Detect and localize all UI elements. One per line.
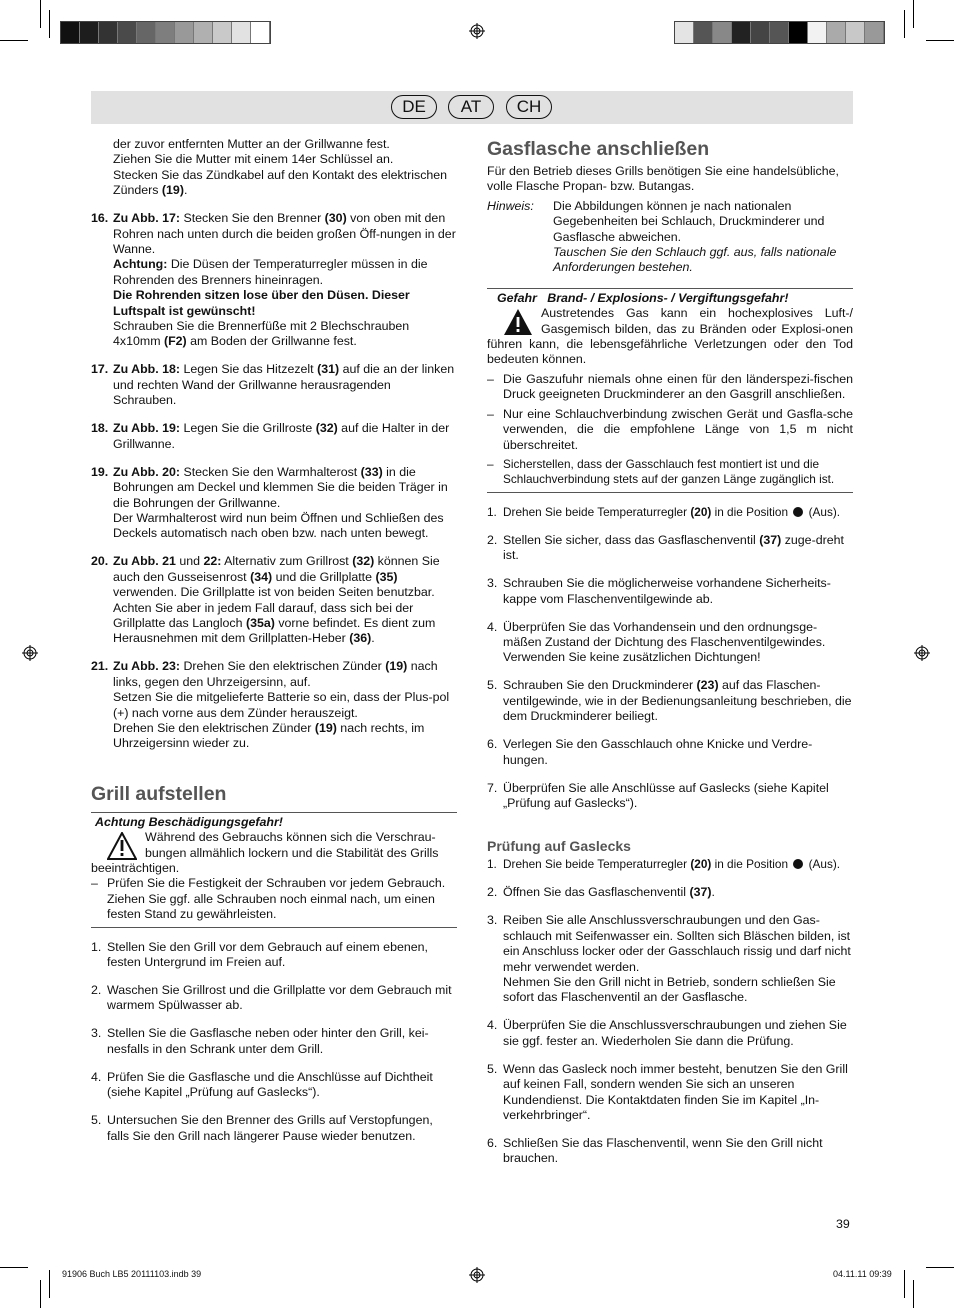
footer-file: 91906 Buch LB5 20111103.indb 39 bbox=[62, 1269, 202, 1279]
crop-mark bbox=[0, 40, 28, 41]
list-item: 1. Stellen Sie den Grill vor dem Gebrauch auf einem ebenen, festen Untergrund im Freien auf. bbox=[91, 939, 428, 970]
list-item: 5. Untersuchen Sie den Brenner des Grills auf Verstopfungen, falls Sie den Grill nach längerer Pause wieder benutzen. bbox=[91, 1113, 433, 1143]
leak-test-steps bbox=[487, 857, 853, 1166]
warning-box-damage: Achtung Beschädigungsgefahr! Während des Gebrauchs können sich die Verschrau-bungen allmählich lockern und die Stabilität des Grills beeinträchtigen. – Prüfen Sie die Festigkeit der Schrauben vor jedem Gebrauch. Ziehen Sie ggf. alle Schrauben noch einmal nach, um einen festen Stand zu gewährleisten. bbox=[91, 812, 457, 928]
list-item: 4. Überprüfen Sie die Anschlussverschraubungen und ziehen Sie sie ggf. fester an. Wiederholen Sie dann die Prüfung. bbox=[487, 1018, 847, 1048]
list-item: 3. Stellen Sie die Gasflasche neben oder hinter den Grill, kei-nesfalls in den Schrank unter dem Grill. bbox=[91, 1026, 429, 1056]
list-item: 2. Waschen Sie Grillrost und die Grillplatte vor dem Gebrauch mit warmem Spülwasser ab. bbox=[91, 983, 452, 1013]
off-position-dot-icon bbox=[793, 507, 803, 517]
list-item: 3. Schrauben Sie die möglicherweise vorhandene Sicherheits-kappe vom Flaschenventilgewinde ab. bbox=[487, 576, 831, 606]
footer-date: 04.11.11 09:39 bbox=[833, 1269, 892, 1279]
left-column bbox=[91, 137, 457, 1157]
step-18: 18. Zu Abb. 19: Legen Sie die Grillroste (32) auf die Halter in der Grillwanne. bbox=[91, 421, 450, 451]
list-item: 5. Wenn das Gasleck noch immer besteht, benutzen Sie den Grill auf keinen Fall, sondern wenden Sie sich an unseren Kundendienst. Die Kontaktdaten finden Sie im Kapitel „In-verkehrbringer“. bbox=[487, 1061, 848, 1123]
page-number: 39 bbox=[836, 1217, 850, 1231]
step-15-continuation: der zuvor entfernten Mutter an der Grillwanne fest. Ziehen Sie die Mutter mit einem 14er Schlüssel an. Stecken Sie das Zündkabel auf den Kontakt des elektrischen Zünders (19). bbox=[113, 137, 448, 198]
list-item: 4. Prüfen Sie die Gasflasche und die Anschlüsse auf Dichtheit (siehe Kapitel „Prüfung auf Gaslecks“). bbox=[91, 1069, 433, 1100]
setup-steps bbox=[91, 940, 457, 1144]
section-heading-grill-aufstellen: Grill aufstellen bbox=[91, 782, 227, 805]
crop-mark bbox=[49, 10, 50, 38]
lang-badge-ch: CH bbox=[506, 95, 552, 119]
list-item: 2. Öffnen Sie das Gasflaschenventil (37). bbox=[487, 885, 715, 900]
list-item: 3. Reiben Sie alle Anschlussverschraubungen und den Gas-schlauch mit Seifenwasser ein. Sollten sich Bläschen bilden, ist ein Anschluss locker oder der Gasschlauch rissig und darf nicht mehr verwendet werden. Nehmen Sie den Grill nicht in Betrieb, sondern schließen Sie sofort das Flaschenventil an der Gasflasche. bbox=[487, 913, 851, 1005]
crop-mark bbox=[40, 0, 41, 28]
crop-mark bbox=[913, 1280, 914, 1308]
crop-mark bbox=[49, 1270, 50, 1298]
crop-mark bbox=[904, 1270, 905, 1298]
registration-mark-icon bbox=[469, 23, 485, 39]
step-20: 20. Zu Abb. 21 und 22: Alternativ zum Grillrost (32) können Sie auch den Gusseisenrost (34) und die Grillplatte (35) verwenden. Die Grillplatte ist von beiden Seiten benutzbar. Achten Sie aber in jedem Fall darauf, dass sich bei der Grillplatte das Langloch (35a) vorne befindet. Es dient zum Herausnehmen mit dem Grillplatten-Heber (36). bbox=[91, 554, 440, 646]
right-column: Gasflasche anschließen Für den Betrieb dieses Grills benötigen Sie eine handelsübliche, volle Flasche Propan- bzw. Butangas. Hinweis: Die Abbildungen können je nach nationalen Gegebenheiten bei Schlauch, Druckminderer und Gasflasche abweichen. Tauschen Sie den Schlauch ggf. aus, falls nationale Anforderungen bestehen. Gefahr Brand- / Explosions- / Vergiftungsgefahr! Austretendes Gas kann ein hochexplosives Luft-/ Gasgemisch bilden, das zu Bränden oder Explosi-onen führen kann, die lebensgefährliche Verletzungen oder den Tod bedeuten können. – Die Gaszufuhr niemals ohne einen für den länderspezi-fischen Druck geeigneten Druckminderer an den Gasgrill anschließen. – Nur eine Schlauchverbindung zwischen Gerät und Gasfla-sche verwenden, die die empfohlene Länge von 1,5 m nicht überschreitet. – Sicherstellen, dass der Gasschlauch fest montiert ist und die Schlauchverbindung stets auf der ganzen Länge zugänglich ist. 1. Drehen Sie beide Temperaturregler (20) in die Position (Aus). 2. Stellen Sie sicher, dass das Gasflaschenventil (37) zuge-dreht ist. 3. Schrauben Sie die möglicherweise vorhandene Sicherheits-kappe vom Flaschenventilgewinde ab. 4. Überprüfen Sie das Vorhandensein und den ordnungsge-mäßen Zustand der Dichtung des Flaschenventilgewindes. Verwenden Sie keine zusätzlichen Dichtungen! 5. Schrauben Sie den Druckminderer (23) auf das Flaschen-ventilgewinde, wie in der Bedienungsanleitung beschrieben, die dem Druckminderer beiliegt. 6. Verlegen Sie den Gasschlauch ohne Knicke und Verdre-hungen. 7. Überprüfen Sie alle Anschlüsse auf Gaslecks (siehe Kapitel „Prüfung auf Gaslecks“). Prüfung auf Gaslecks 1. Drehen Sie beide Temperaturregler (20) in die Position (Aus). 2. Öffnen Sie das Gasflaschenventil (37). 3. Reiben Sie alle Anschlussverschraubungen und den Gas-schlauch mit Seifenwasser ein. Sollten sich Bläschen bilden, ist ein Anschluss locker oder der Gasschlauch rissig und darf nicht mehr verwendet werden. Nehmen Sie den Grill nicht in Betrieb, sondern schließen Sie sofort das Flaschenventil an der Gasflasche. 4. Überprüfen Sie die Anschlussverschraubungen und ziehen Sie sie ggf. fester an. Wiederholen Sie dann die Prüfung. 5. Wenn das Gasleck noch immer besteht, benutzen Sie den Grill auf keinen Fall, sondern wenden Sie sich an unseren Kundendienst. Die Kontaktdaten finden Sie im Kapitel „In-verkehrbringer“. 6. Schließen Sie das Flaschenventil, wenn Sie den Grill nicht brauchen. bbox=[487, 138, 853, 1166]
list-item: 6. Verlegen Sie den Gasschlauch ohne Knicke und Verdre-hungen. bbox=[487, 737, 813, 767]
section-heading-gasflasche: Gasflasche anschließen bbox=[487, 138, 710, 160]
registration-mark-icon bbox=[469, 1267, 485, 1283]
list-item: 6. Schließen Sie das Flaschenventil, wenn Sie den Grill nicht brauchen. bbox=[487, 1136, 823, 1166]
list-item: 2. Stellen Sie sicher, dass das Gasflaschenventil (37) zuge-dreht ist. bbox=[487, 532, 844, 563]
crop-mark bbox=[926, 1267, 954, 1268]
warning-triangle-icon bbox=[503, 308, 533, 336]
step-21: 21. Zu Abb. 23: Drehen Sie den elektrischen Zünder (19) nach links, gegen den Uhrzeigersinn, auf. Setzen Sie die mitgelieferte Batterie so ein, dass der Plus-pol (+) nach vorne aus dem Zünder herauszeigt. Drehen Sie den elektrischen Zünder (19) nach rechts, im Uhrzeigersinn wieder zu. bbox=[91, 659, 450, 751]
list-item: 7. Überprüfen Sie alle Anschlüsse auf Gaslecks (siehe Kapitel „Prüfung auf Gaslecks“). bbox=[487, 780, 829, 810]
list-item: 1. Drehen Sie beide Temperaturregler (20) in die Position (Aus). bbox=[487, 857, 841, 872]
lang-badge-at: AT bbox=[448, 95, 494, 119]
color-bar-right bbox=[674, 21, 885, 44]
list-item: 1. Drehen Sie beide Temperaturregler (20) in die Position (Aus). bbox=[487, 504, 841, 519]
color-bar-left bbox=[60, 21, 271, 44]
crop-mark bbox=[913, 0, 914, 28]
off-position-dot-icon bbox=[793, 859, 803, 869]
subheading-gaslecks: Prüfung auf Gaslecks bbox=[487, 838, 631, 855]
lang-badge-de: DE bbox=[391, 95, 437, 119]
registration-mark-icon bbox=[22, 645, 38, 661]
note-hinweis: Hinweis: Die Abbildungen können je nach nationalen Gegebenheiten bei Schlauch, Druckminderer und Gasflasche abweichen. Tauschen Sie den Schlauch ggf. aus, falls nationale Anforderungen bestehen. bbox=[487, 198, 837, 275]
crop-mark bbox=[0, 1267, 28, 1268]
warning-box-gas: Gefahr Brand- / Explosions- / Vergiftungsgefahr! Austretendes Gas kann ein hochexplosives Luft-/ Gasgemisch bilden, das zu Bränden oder Explosi-onen führen kann, die lebensgefährliche Verletzungen oder den Tod bedeuten können. – Die Gaszufuhr niemals ohne einen für den länderspezi-fischen Druck geeigneten Druckminderer an den Gasgrill anschließen. – Nur eine Schlauchverbindung zwischen Gerät und Gasfla-sche verwenden, die die empfohlene Länge von 1,5 m nicht überschreitet. – Sicherstellen, dass der Gasschlauch fest montiert ist und die Schlauchverbindung stets auf der ganzen Länge zugänglich ist. bbox=[487, 288, 853, 493]
list-item: 4. Überprüfen Sie das Vorhandensein und den ordnungsge-mäßen Zustand der Dichtung des Flaschenventilgewindes. Verwenden Sie keine zusätzlichen Dichtungen! bbox=[487, 619, 826, 665]
crop-mark bbox=[926, 40, 954, 41]
step-16: 16. Zu Abb. 17: Stecken Sie den Brenner (30) von oben mit den Rohren nach unten durch die beiden großen Öff-nungen in der Wanne. Achtung: Die Düsen der Temperaturregler müssen in die Rohrenden des Brenners hineinragen. Die Rohrenden sitzen lose über den Düsen. Dieser Luftspalt ist gewünscht! Schrauben Sie die Brennerfüße mit 2 Blechschrauben 4x10mm (F2) am Boden der Grillwanne fest. bbox=[91, 211, 456, 349]
registration-mark-icon bbox=[914, 645, 930, 661]
crop-mark bbox=[40, 1280, 41, 1308]
list-item: 5. Schrauben Sie den Druckminderer (23) auf das Flaschen-ventilgewinde, wie in der Bedienungsanleitung beschrieben, die dem Druckminderer beiliegt. bbox=[487, 678, 852, 724]
step-17: 17. Zu Abb. 18: Legen Sie das Hitzezelt (31) auf die an der linken und rechten Wand der Grillwanne herausragenden Schrauben. bbox=[91, 362, 455, 408]
crop-mark bbox=[904, 10, 905, 38]
warning-triangle-icon bbox=[107, 832, 137, 860]
gas-connect-steps bbox=[487, 505, 853, 812]
step-19: 19. Zu Abb. 20: Stecken Sie den Warmhalterost (33) in die Bohrungen am Deckel und klemmen Sie die beiden Träger in die Bohrungen der Grillwanne. Der Warmhalterost wird nun beim Öffnen und Schließen des Deckels automatisch nach oben bzw. nach unten bewegt. bbox=[91, 464, 448, 541]
